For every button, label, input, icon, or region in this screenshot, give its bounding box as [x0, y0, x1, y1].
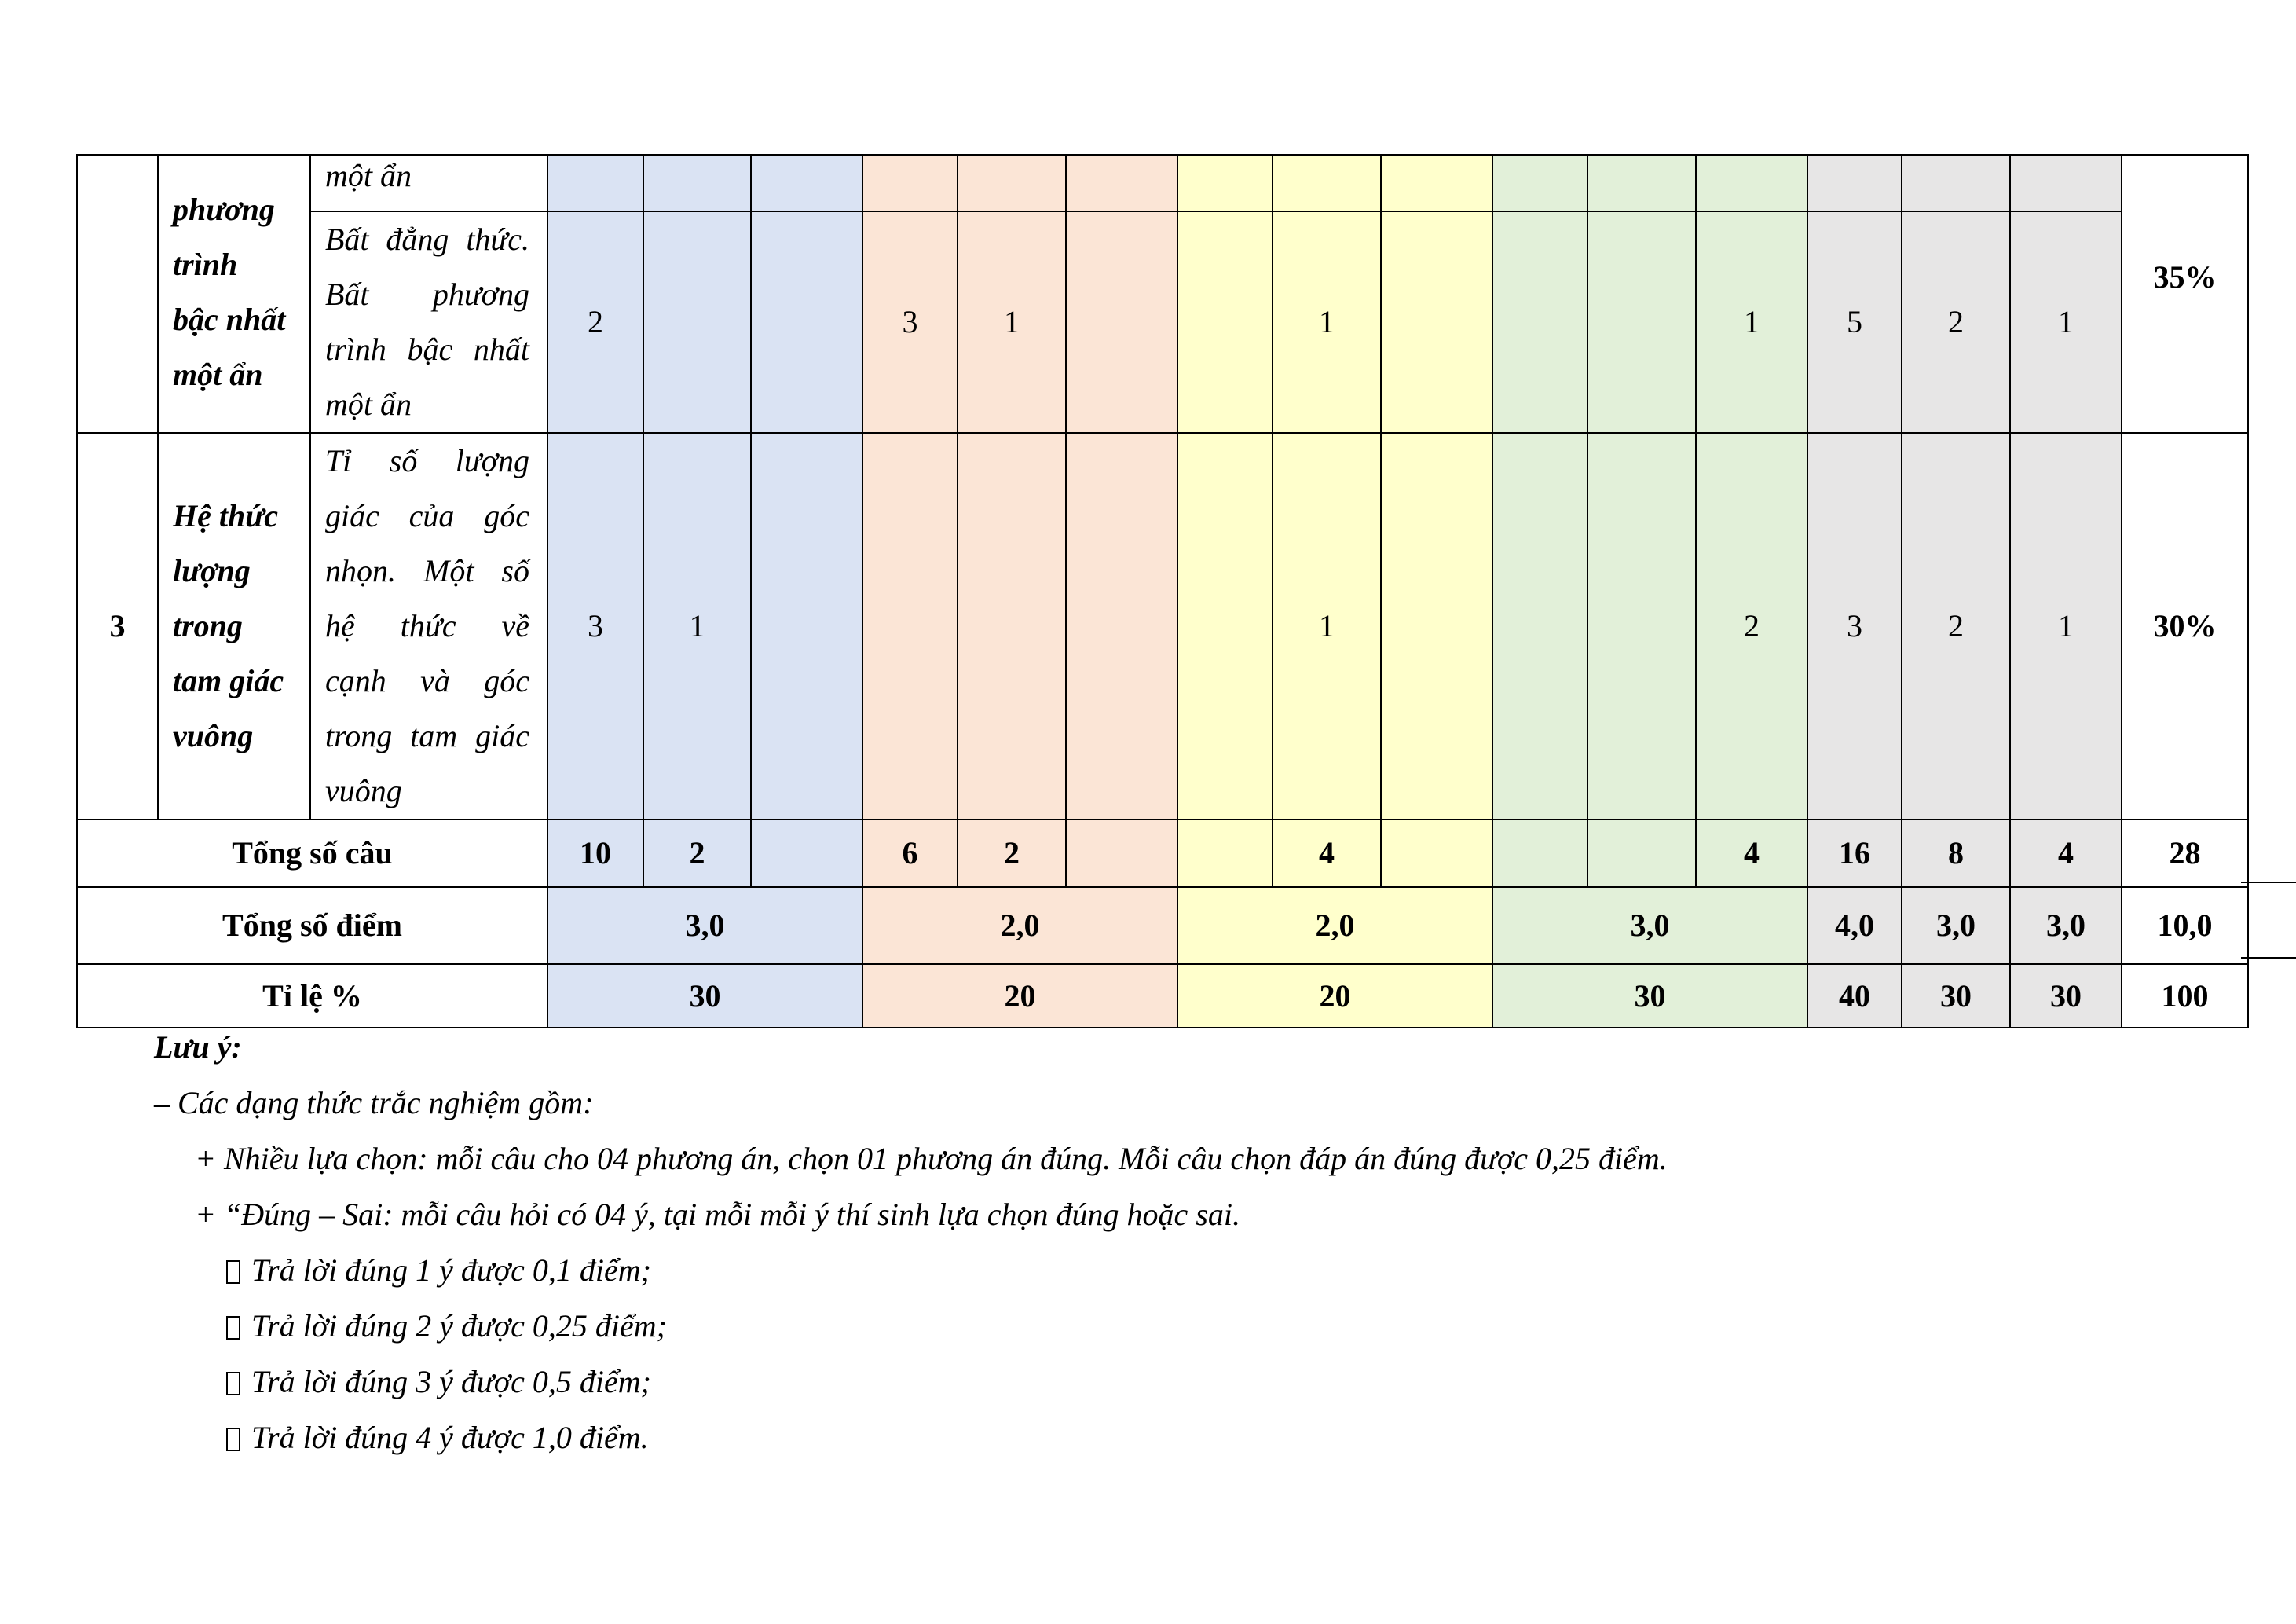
subtopic-cell: một ẩn: [310, 155, 547, 211]
topic-name-cell: Hệ thức lượng trong tam giác vuông: [158, 433, 310, 819]
table-row: Bất đẳng thức. Bất phương trình bậc nhất một ẩn 2 3 1 1 1 5 2 1: [77, 211, 2248, 433]
stt-cell: 3: [77, 433, 158, 819]
subtopic-cell: Tỉ số lượng giác của góc nhọn. Một số hệ thức về cạnh và góc trong tam giác vuông: [310, 433, 547, 819]
notes-line: – Các dạng thức trắc nghiệm gồm:: [154, 1085, 594, 1120]
notes-title: Lưu ý:: [154, 1029, 242, 1065]
checkbox-icon: [226, 1428, 240, 1451]
table-row-total-points: Tổng số điểm 3,0 2,0 2,0 3,0 4,0 3,0 3,0 10,0: [77, 887, 2248, 964]
stt-cell: [77, 155, 158, 433]
notes-line: + Nhiều lựa chọn: mỗi câu cho 04 phương án, chọn 01 phương án đúng. Mỗi câu chọn đáp án đúng được 0,25 điểm.: [195, 1141, 1668, 1176]
topic-name-cell: phương trình bậc nhất một ẩn: [158, 155, 310, 433]
checkbox-icon: [226, 1260, 240, 1284]
percent-cell: 30%: [2122, 433, 2248, 819]
row-label: Tổng số câu: [77, 819, 547, 887]
percent-cell: 35%: [2122, 155, 2248, 433]
table-row-total-questions: Tổng số câu 10 2 6 2 4 4 16 8 4 28: [77, 819, 2248, 887]
notes-bullet: Trả lời đúng 4 ý được 1,0 điểm.: [226, 1410, 1668, 1465]
table-row: 3 Hệ thức lượng trong tam giác vuông Tỉ số lượng giác của góc nhọn. Một số hệ thức về cạnh và góc trong tam giác vuông 3 1 1 2 3 2 1 30%: [77, 433, 2248, 819]
notes-bullet: Trả lời đúng 2 ý được 0,25 điểm;: [226, 1298, 1668, 1354]
notes-section: [154, 1019, 1668, 1465]
assessment-matrix-table: [76, 154, 2249, 1028]
notes-bullet: Trả lời đúng 1 ý được 0,1 điểm;: [226, 1242, 1668, 1298]
row-label: Tổng số điểm: [77, 887, 547, 964]
notes-line: + “Đúng – Sai: mỗi câu hỏi có 04 ý, tại mỗi mỗi ý thí sinh lựa chọn đúng hoặc sai.: [195, 1197, 1240, 1232]
table-row: [77, 155, 2248, 211]
checkbox-icon: [226, 1372, 240, 1395]
row-label: Tỉ lệ %: [77, 964, 547, 1028]
table-row-ratio: Tỉ lệ % 30 20 20 30 40 30 30 100: [77, 964, 2248, 1028]
checkbox-icon: [226, 1316, 240, 1340]
notes-bullet: Trả lời đúng 3 ý được 0,5 điểm;: [226, 1354, 1668, 1410]
stray-table-cell: [2241, 882, 2296, 959]
subtopic-cell: Bất đẳng thức. Bất phương trình bậc nhất một ẩn: [310, 211, 547, 433]
